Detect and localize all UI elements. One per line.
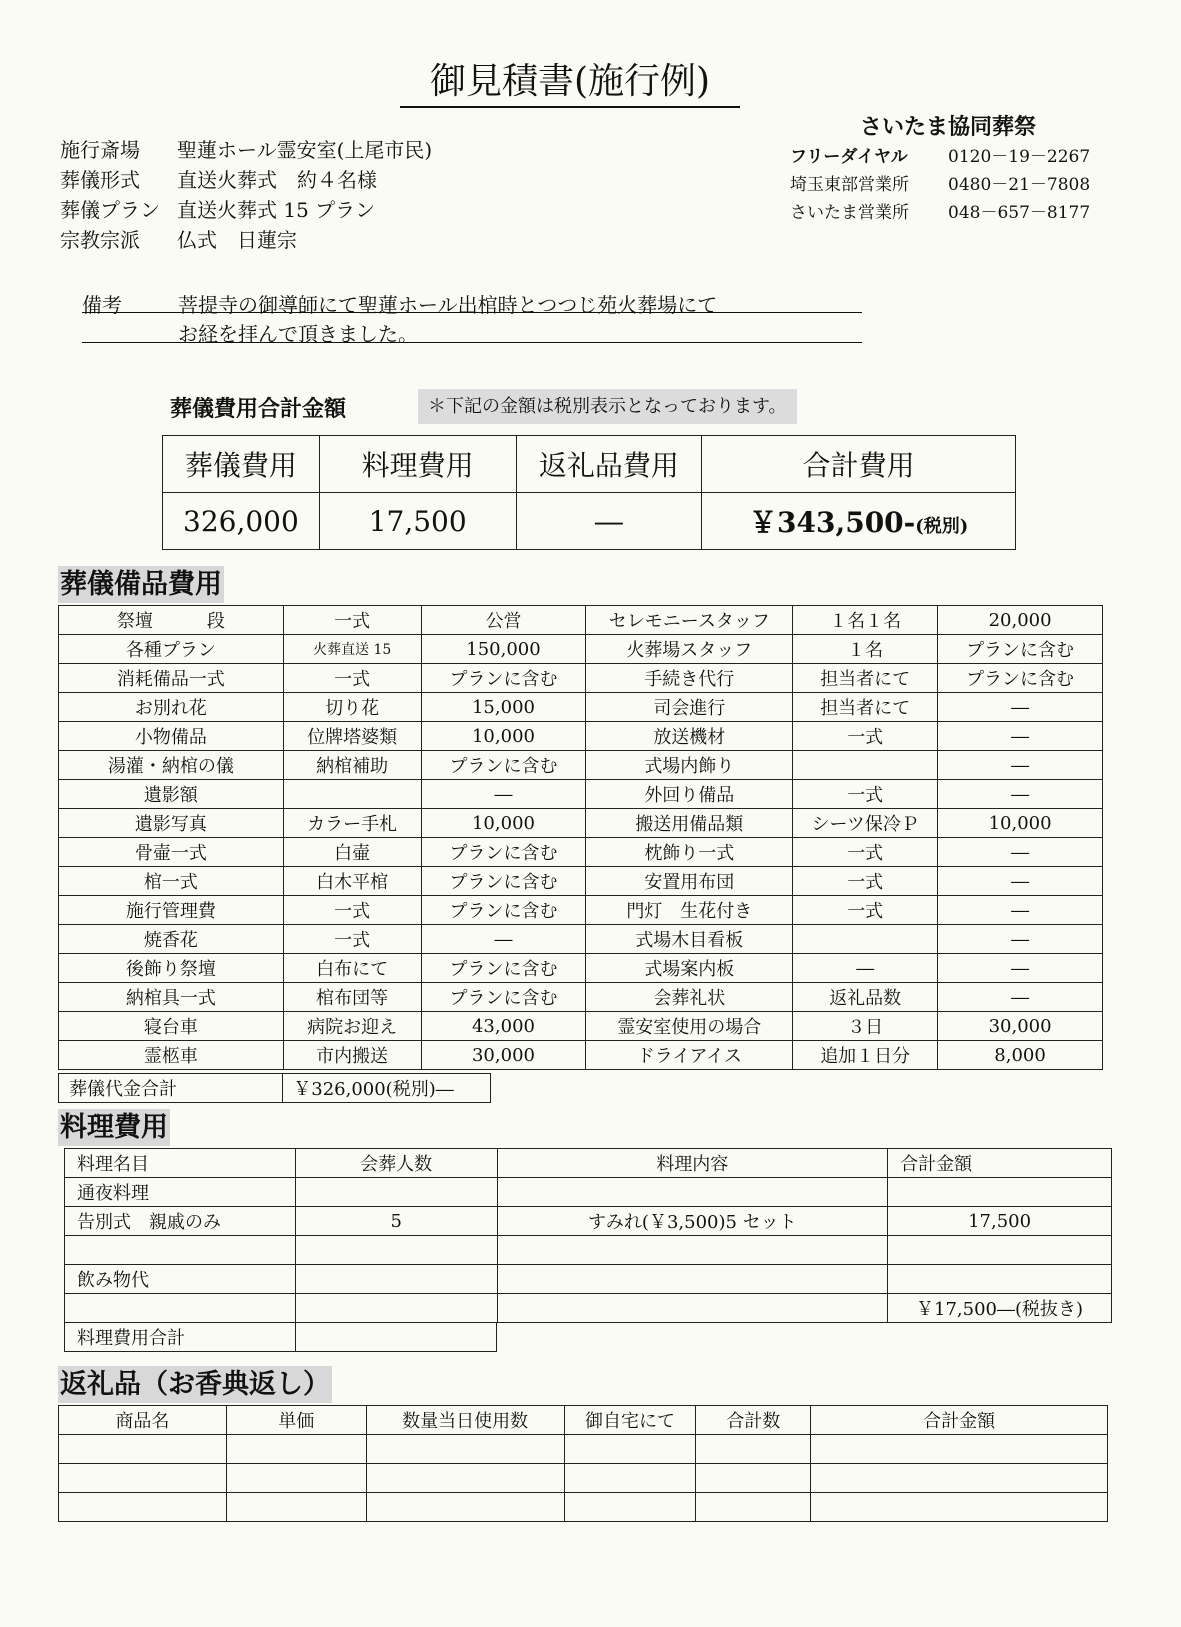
table-row bbox=[59, 780, 1103, 809]
item-cell: 棺一式 bbox=[59, 867, 284, 896]
summary-title: 葬儀費用合計金額 bbox=[170, 396, 347, 422]
table-row bbox=[59, 954, 1103, 983]
table-row bbox=[65, 1294, 1112, 1323]
item-cell: 遺影写真 bbox=[59, 809, 284, 838]
gifts-header: 合計金額 bbox=[811, 1406, 1108, 1435]
item-cell: 20,000 bbox=[938, 606, 1103, 635]
gifts-cell bbox=[226, 1464, 366, 1493]
item-cell: ― bbox=[938, 780, 1103, 809]
catering-cell bbox=[295, 1236, 497, 1265]
catering-header: 料理名目 bbox=[65, 1149, 296, 1178]
table-row bbox=[163, 493, 1016, 550]
item-cell: 一式 bbox=[793, 780, 938, 809]
item-cell bbox=[793, 751, 938, 780]
item-cell: 納棺補助 bbox=[283, 751, 421, 780]
item-cell: 150,000 bbox=[421, 635, 586, 664]
remarks-line-1: 菩提寺の御導師にて聖蓮ホール出棺時とつつじ苑火葬場にて bbox=[178, 293, 718, 317]
catering-header: 料理内容 bbox=[497, 1149, 888, 1178]
catering-total-label: 料理費用合計 bbox=[65, 1323, 296, 1352]
item-cell: 病院お迎え bbox=[283, 1012, 421, 1041]
item-cell: 棺布団等 bbox=[283, 983, 421, 1012]
gifts-cell bbox=[696, 1493, 811, 1522]
item-cell: 30,000 bbox=[421, 1041, 586, 1070]
catering-cell bbox=[888, 1178, 1112, 1207]
table-row bbox=[65, 1236, 1112, 1265]
item-cell: 門灯 生花付き bbox=[586, 896, 793, 925]
info-plan bbox=[60, 194, 375, 223]
item-cell: 施行管理費 bbox=[59, 896, 284, 925]
catering-cell bbox=[888, 1265, 1112, 1294]
item-cell: 切り花 bbox=[283, 693, 421, 722]
item-cell: 市内搬送 bbox=[283, 1041, 421, 1070]
catering-cell: 告別式 親戚のみ bbox=[65, 1207, 296, 1236]
total-cost bbox=[702, 493, 1016, 550]
table-row bbox=[65, 1323, 497, 1352]
item-cell: 湯灌・納棺の儀 bbox=[59, 751, 284, 780]
gifts-header: 数量当日使用数 bbox=[366, 1406, 564, 1435]
gifts-cell bbox=[59, 1435, 227, 1464]
item-cell: 公営 bbox=[421, 606, 586, 635]
info-label: 施行斎場 bbox=[60, 138, 140, 162]
item-cell: プランに含む bbox=[421, 867, 586, 896]
gifts-cell bbox=[59, 1464, 227, 1493]
items-total-label: 葬儀代金合計 bbox=[59, 1074, 283, 1103]
contact-number: 0480－21－7808 bbox=[948, 175, 1091, 195]
table-row bbox=[59, 635, 1103, 664]
gifts-table bbox=[58, 1405, 1108, 1522]
gifts-cell bbox=[59, 1493, 227, 1522]
item-cell: ― bbox=[938, 751, 1103, 780]
table-row bbox=[59, 606, 1103, 635]
item-cell: 後飾り祭壇 bbox=[59, 954, 284, 983]
gifts-header: 合計数 bbox=[696, 1406, 811, 1435]
catering-cell: 飲み物代 bbox=[65, 1265, 296, 1294]
table-row bbox=[59, 838, 1103, 867]
item-cell: 各種プラン bbox=[59, 635, 284, 664]
table-row bbox=[163, 436, 1016, 493]
table-row bbox=[59, 751, 1103, 780]
item-cell: ― bbox=[938, 693, 1103, 722]
catering-cell bbox=[65, 1236, 296, 1265]
summary-header: 合計費用 bbox=[702, 436, 1016, 493]
gifts-cell bbox=[564, 1435, 696, 1464]
item-cell: 外回り備品 bbox=[586, 780, 793, 809]
catering-cell bbox=[497, 1178, 888, 1207]
catering-cell bbox=[295, 1294, 497, 1323]
remarks-label: 備考 bbox=[82, 293, 122, 317]
catering-cell: ￥17,500―(税抜き) bbox=[888, 1294, 1112, 1323]
item-cell: １名１名 bbox=[793, 606, 938, 635]
contact-freedial bbox=[790, 142, 1090, 167]
contact-east-office bbox=[790, 170, 1090, 195]
gifts-cell bbox=[366, 1493, 564, 1522]
catering-cell: 5 bbox=[295, 1207, 497, 1236]
catering-cell bbox=[497, 1294, 888, 1323]
table-row bbox=[59, 1435, 1108, 1464]
item-cell: カラー手札 bbox=[283, 809, 421, 838]
item-cell: 祭壇 段 bbox=[59, 606, 284, 635]
item-cell: プランに含む bbox=[421, 664, 586, 693]
items-total-value: ￥326,000(税別)― bbox=[283, 1074, 491, 1103]
summary-header: 料理費用 bbox=[319, 436, 516, 493]
funeral-cost: 326,000 bbox=[163, 493, 320, 550]
item-cell: ― bbox=[938, 983, 1103, 1012]
info-value: 仏式 日蓮宗 bbox=[177, 228, 297, 252]
table-row bbox=[59, 693, 1103, 722]
item-cell: 司会進行 bbox=[586, 693, 793, 722]
item-cell: 霊安室使用の場合 bbox=[586, 1012, 793, 1041]
page-title: 御見積書(施行例) bbox=[400, 60, 740, 108]
item-cell: 消耗備品一式 bbox=[59, 664, 284, 693]
item-cell: ― bbox=[938, 896, 1103, 925]
item-cell: 白布にて bbox=[283, 954, 421, 983]
gifts-cell bbox=[811, 1493, 1108, 1522]
contact-label: 埼玉東部営業所 bbox=[790, 175, 909, 195]
table-row bbox=[59, 722, 1103, 751]
item-cell: お別れ花 bbox=[59, 693, 284, 722]
item-cell: 10,000 bbox=[938, 809, 1103, 838]
catering-table bbox=[64, 1148, 1112, 1323]
gifts-header: 御自宅にて bbox=[564, 1406, 696, 1435]
item-cell: ― bbox=[938, 838, 1103, 867]
item-cell: 一式 bbox=[793, 896, 938, 925]
item-cell bbox=[283, 780, 421, 809]
item-cell: 火葬直送 15 bbox=[283, 635, 421, 664]
item-cell: 一式 bbox=[283, 664, 421, 693]
gifts-cell bbox=[696, 1464, 811, 1493]
contact-number: 0120－19－2267 bbox=[948, 147, 1091, 167]
item-cell: 30,000 bbox=[938, 1012, 1103, 1041]
table-row bbox=[59, 1074, 491, 1103]
item-cell bbox=[793, 925, 938, 954]
table-row bbox=[59, 925, 1103, 954]
item-cell: 搬送用備品類 bbox=[586, 809, 793, 838]
gifts-cell bbox=[696, 1435, 811, 1464]
item-cell: プランに含む bbox=[421, 983, 586, 1012]
gifts-cell bbox=[226, 1493, 366, 1522]
contact-label: さいたま営業所 bbox=[790, 203, 909, 223]
gifts-cell bbox=[811, 1435, 1108, 1464]
total-value: ￥343,500- bbox=[749, 506, 916, 539]
item-cell: 骨壷一式 bbox=[59, 838, 284, 867]
info-label: 葬儀形式 bbox=[60, 168, 140, 192]
catering-cell: 通夜料理 bbox=[65, 1178, 296, 1207]
info-label: 宗教宗派 bbox=[60, 228, 140, 252]
item-cell: 一式 bbox=[283, 606, 421, 635]
item-cell: 返礼品数 bbox=[793, 983, 938, 1012]
item-cell: プランに含む bbox=[421, 954, 586, 983]
item-cell: ３日 bbox=[793, 1012, 938, 1041]
item-cell: 小物備品 bbox=[59, 722, 284, 751]
table-row bbox=[59, 983, 1103, 1012]
food-cost: 17,500 bbox=[319, 493, 516, 550]
table-row bbox=[59, 896, 1103, 925]
table-row bbox=[65, 1265, 1112, 1294]
item-cell: 納棺具一式 bbox=[59, 983, 284, 1012]
remarks-underline bbox=[82, 342, 862, 343]
table-row bbox=[59, 809, 1103, 838]
info-label: 葬儀プラン bbox=[60, 198, 160, 222]
items-table bbox=[58, 605, 1103, 1070]
remarks-line-2: お経を拝んで頂きました。 bbox=[178, 322, 418, 346]
item-cell: 8,000 bbox=[938, 1041, 1103, 1070]
table-row bbox=[65, 1178, 1112, 1207]
contact-number: 048－657－8177 bbox=[948, 203, 1091, 223]
catering-cell bbox=[295, 1178, 497, 1207]
table-row bbox=[65, 1207, 1112, 1236]
table-row bbox=[59, 1406, 1108, 1435]
catering-cell bbox=[497, 1236, 888, 1265]
item-cell: 火葬場スタッフ bbox=[586, 635, 793, 664]
items-total-table bbox=[58, 1073, 491, 1103]
info-value: 直送火葬式 約４名様 bbox=[177, 168, 377, 192]
gifts-cell bbox=[564, 1493, 696, 1522]
item-cell: 寝台車 bbox=[59, 1012, 284, 1041]
item-cell: 10,000 bbox=[421, 809, 586, 838]
company-name: さいたま協同葬祭 bbox=[860, 114, 1037, 140]
gift-cost: ― bbox=[516, 493, 702, 550]
item-cell: プランに含む bbox=[938, 664, 1103, 693]
item-cell: 追加１日分 bbox=[793, 1041, 938, 1070]
item-cell: 一式 bbox=[283, 925, 421, 954]
info-religion bbox=[60, 224, 297, 253]
remarks-underline bbox=[82, 312, 862, 313]
item-cell: 会葬礼状 bbox=[586, 983, 793, 1012]
gifts-cell bbox=[366, 1435, 564, 1464]
item-cell: ― bbox=[938, 954, 1103, 983]
item-cell: 放送機材 bbox=[586, 722, 793, 751]
catering-section-title: 料理費用 bbox=[58, 1109, 170, 1146]
item-cell: １名 bbox=[793, 635, 938, 664]
item-cell: ― bbox=[421, 780, 586, 809]
item-cell: セレモニースタッフ bbox=[586, 606, 793, 635]
item-cell: 担当者にて bbox=[793, 664, 938, 693]
gifts-cell bbox=[811, 1464, 1108, 1493]
item-cell: プランに含む bbox=[421, 838, 586, 867]
catering-total-table bbox=[64, 1322, 497, 1352]
item-cell: 一式 bbox=[793, 722, 938, 751]
item-cell: 15,000 bbox=[421, 693, 586, 722]
catering-cell: 17,500 bbox=[888, 1207, 1112, 1236]
info-value: 聖蓮ホール霊安室(上尾市民) bbox=[177, 138, 433, 162]
catering-header: 合計金額 bbox=[888, 1149, 1112, 1178]
catering-cell bbox=[888, 1236, 1112, 1265]
item-cell: ― bbox=[938, 925, 1103, 954]
item-cell: 10,000 bbox=[421, 722, 586, 751]
catering-header: 会葬人数 bbox=[295, 1149, 497, 1178]
items-section-title: 葬儀備品費用 bbox=[58, 566, 224, 603]
item-cell: 白壷 bbox=[283, 838, 421, 867]
catering-total-value bbox=[295, 1323, 496, 1352]
item-cell: ― bbox=[938, 867, 1103, 896]
tax-note: ＊下記の金額は税別表示となっております。 bbox=[418, 389, 797, 424]
item-cell: 白木平棺 bbox=[283, 867, 421, 896]
item-cell: プランに含む bbox=[421, 751, 586, 780]
info-value: 直送火葬式 15 プラン bbox=[177, 198, 376, 222]
item-cell: プランに含む bbox=[938, 635, 1103, 664]
gifts-cell bbox=[564, 1464, 696, 1493]
info-venue bbox=[60, 134, 432, 163]
summary-table bbox=[162, 435, 1016, 550]
gifts-header: 商品名 bbox=[59, 1406, 227, 1435]
catering-cell bbox=[65, 1294, 296, 1323]
table-row bbox=[59, 1493, 1108, 1522]
info-format bbox=[60, 164, 377, 193]
item-cell: ― bbox=[938, 722, 1103, 751]
summary-header: 葬儀費用 bbox=[163, 436, 320, 493]
gifts-section-title: 返礼品（お香典返し） bbox=[58, 1366, 332, 1403]
item-cell: シーツ保冷Ｐ bbox=[793, 809, 938, 838]
item-cell: 枕飾り一式 bbox=[586, 838, 793, 867]
item-cell: 式場内飾り bbox=[586, 751, 793, 780]
table-row bbox=[59, 664, 1103, 693]
item-cell: 担当者にて bbox=[793, 693, 938, 722]
item-cell: 一式 bbox=[793, 838, 938, 867]
item-cell: ― bbox=[793, 954, 938, 983]
item-cell: 式場案内板 bbox=[586, 954, 793, 983]
item-cell: 安置用布団 bbox=[586, 867, 793, 896]
item-cell: 焼香花 bbox=[59, 925, 284, 954]
item-cell: 遺影額 bbox=[59, 780, 284, 809]
item-cell: 手続き代行 bbox=[586, 664, 793, 693]
item-cell: 一式 bbox=[793, 867, 938, 896]
item-cell: ドライアイス bbox=[586, 1041, 793, 1070]
gifts-header: 単価 bbox=[226, 1406, 366, 1435]
item-cell: 43,000 bbox=[421, 1012, 586, 1041]
total-suffix: (税別) bbox=[915, 516, 969, 537]
table-row bbox=[65, 1149, 1112, 1178]
table-row bbox=[59, 1464, 1108, 1493]
table-row bbox=[59, 867, 1103, 896]
table-row bbox=[59, 1012, 1103, 1041]
gifts-cell bbox=[366, 1464, 564, 1493]
item-cell: 霊柩車 bbox=[59, 1041, 284, 1070]
catering-cell: すみれ(￥3,500)5 セット bbox=[497, 1207, 888, 1236]
catering-cell bbox=[295, 1265, 497, 1294]
item-cell: ― bbox=[421, 925, 586, 954]
contact-saitama-office bbox=[790, 198, 1090, 223]
item-cell: 位牌塔婆類 bbox=[283, 722, 421, 751]
item-cell: プランに含む bbox=[421, 896, 586, 925]
gifts-cell bbox=[226, 1435, 366, 1464]
item-cell: 一式 bbox=[283, 896, 421, 925]
item-cell: 式場木目看板 bbox=[586, 925, 793, 954]
summary-header: 返礼品費用 bbox=[516, 436, 702, 493]
contact-label: フリーダイヤル bbox=[790, 147, 908, 167]
catering-cell bbox=[497, 1265, 888, 1294]
table-row bbox=[59, 1041, 1103, 1070]
